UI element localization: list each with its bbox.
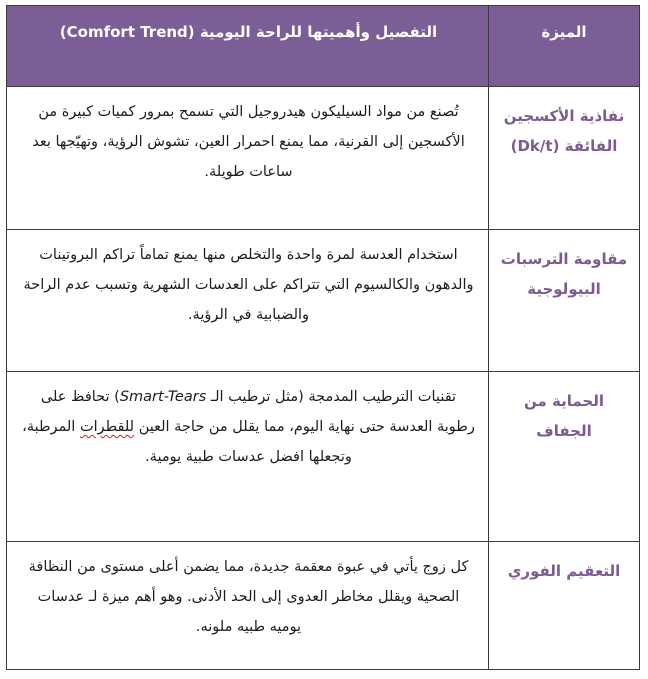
table-header-row (7, 6, 639, 87)
detail-cell (7, 542, 488, 669)
header-feature-label: الميزة (541, 23, 587, 41)
detail-text-part1: تقنيات الترطيب المدمجة (مثل ترطيب الـ (206, 389, 457, 405)
table-row (7, 542, 639, 669)
smart-tears-term: Smart-Tears (119, 389, 207, 405)
feature-label: التعقيم الفوري (507, 562, 621, 580)
feature-cell (488, 230, 639, 371)
features-table (6, 5, 640, 670)
detail-text: كل زوج يأتي في عبوة معقمة جديدة، مما يضمن أعلى مستوى من النظافة الصحية ويقلل مخاطر العدوى إلى الحد الأدنى. وهو أهم ميزة لـ عدسات يوميه طبيه ملونه. (28, 559, 469, 635)
detail-cell (7, 230, 488, 371)
header-feature-cell (488, 6, 639, 86)
detail-text-part2: ) تحافظ على رطوبة العدسة حتى نهاية اليوم، مما يقلل من حاجة العين (40, 389, 475, 435)
table-row (7, 372, 639, 542)
feature-cell (488, 542, 639, 669)
detail-cell (7, 87, 488, 229)
header-detail-label: التفصيل وأهميتها للراحة اليومية (199, 23, 438, 41)
table-row (7, 230, 639, 372)
detail-cell (7, 372, 488, 541)
feature-label: نفاذية الأكسجين الفائقة (Dk/t) (503, 107, 625, 155)
table-row (7, 87, 639, 230)
header-detail-cell (7, 6, 488, 86)
feature-cell (488, 372, 639, 541)
spellcheck-flagged-word: للقطرات (79, 419, 135, 435)
feature-cell (488, 87, 639, 229)
detail-text-part3: المرطبة، وتجعلها افضل عدسات طبية يومية. (22, 419, 352, 465)
feature-label: مقاومة الترسبات البيولوجية (500, 250, 628, 298)
feature-label: الحماية من الجفاف (523, 392, 604, 440)
detail-text: استخدام العدسة لمرة واحدة والتخلص منها يمنع تماماً تراكم البروتينات والدهون والكالسيوم التي تتراكم على العدسات الشهرية وتسبب عدم الراحة والضبابية في الرؤية. (23, 247, 474, 323)
detail-text: تُصنع من مواد السيليكون هيدروجيل التي تسمح بمرور كميات كبيرة من الأكسجين إلى القرنية، مما يمنع احمرار العين، تشوش الرؤية، وتهيّجها بعد ساعات طويلة. (32, 104, 465, 180)
header-detail-english: (Comfort Trend) (59, 23, 195, 41)
